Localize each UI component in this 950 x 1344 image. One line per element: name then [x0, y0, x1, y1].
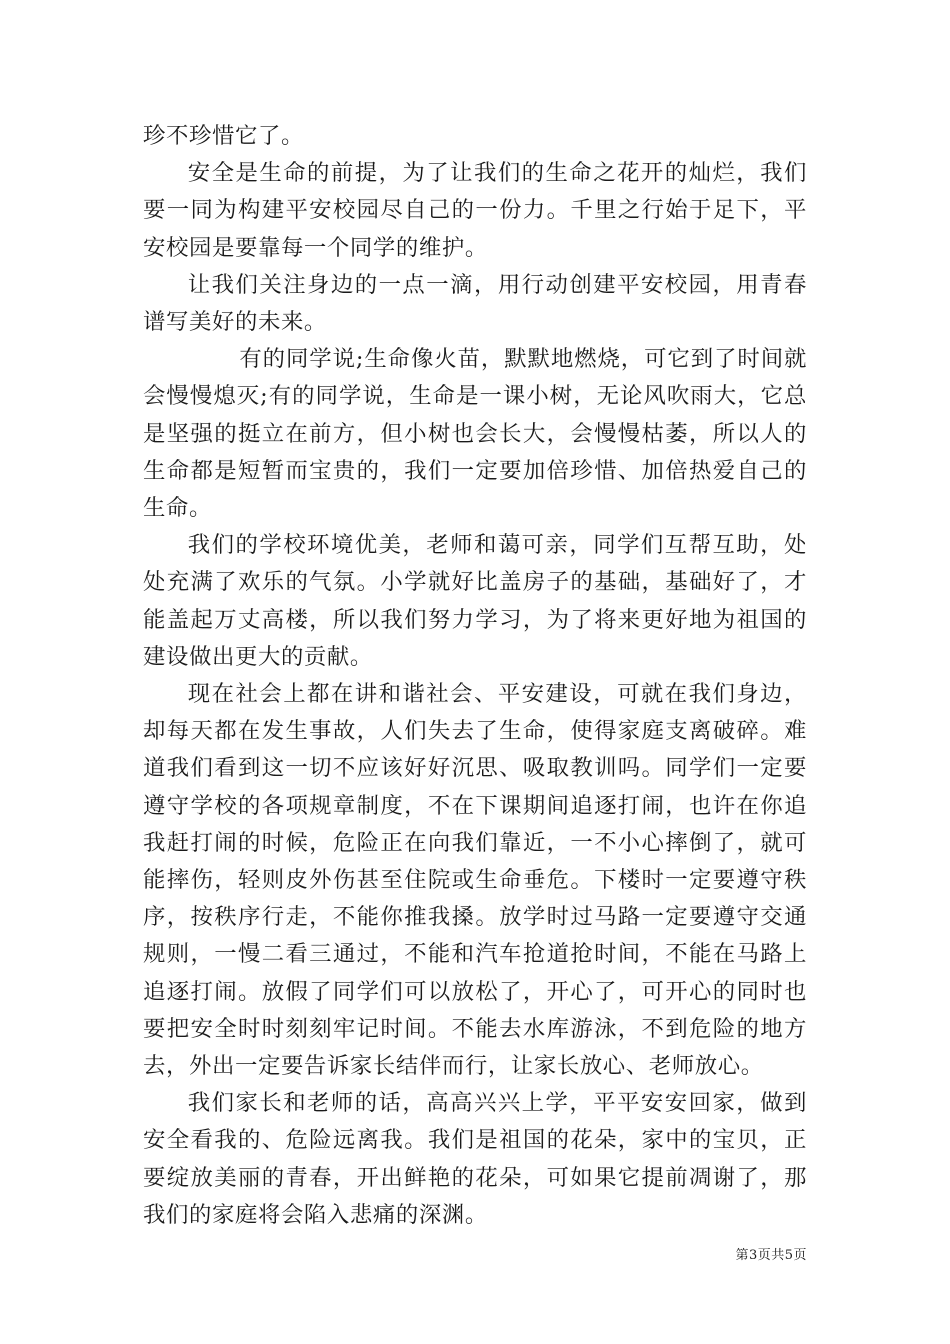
paragraph-conclusion: 我们家长和老师的话，高高兴兴上学，平平安安回家，做到安全看我的、危险远离我。我们是祖国的花朵，家中的宝贝，正要绽放美丽的青春，开出鲜艳的花朵，可如果它提前凋谢了，那我们的家庭将会陷入悲痛的深渊。	[143, 1090, 807, 1228]
document-body	[143, 118, 807, 1234]
paragraph-safety-premise: 安全是生命的前提，为了让我们的生命之花开的灿烂，我们要一同为构建平安校园尽自己的一份力。千里之行始于足下，平安校园是要靠每一个同学的维护。	[143, 160, 807, 261]
page-number: 第3页共5页	[735, 1248, 807, 1263]
paragraph-life-metaphor: 有的同学说;生命像火苗，默默地燃烧，可它到了时间就会慢慢熄灭;有的同学说，生命是一课小树，无论风吹雨大，它总是坚强的挺立在前方，但小树也会长大，会慢慢枯萎，所以人的生命都是短暂而宝贵的，我们一定要加倍珍惜、加倍热爱自己的生命。	[143, 346, 807, 522]
paragraph-school-environment: 我们的学校环境优美，老师和蔼可亲，同学们互帮互助，处处充满了欢乐的气氛。小学就好比盖房子的基础，基础好了，才能盖起万丈高楼，所以我们努力学习，为了将来更好地为祖国的建设做出更大的贡献。	[143, 532, 807, 670]
paragraph-safety-rules: 现在社会上都在讲和谐社会、平安建设，可就在我们身边，却每天都在发生事故，人们失去了生命，使得家庭支离破碎。难道我们看到这一切不应该好好沉思、吸取教训吗。同学们一定要遵守学校的各项规章制度，不在下课期间追逐打闹，也许在你追我赶打闹的时候，危险正在向我们靠近，一不小心摔倒了，就可能摔伤，轻则皮外伤甚至住院或生命垂危。下楼时一定要遵守秩序，按秩序行走，不能你推我搡。放学时过马路一定要遵守交通规则，一慢二看三通过，不能和汽车抢道抢时间，不能在马路上追逐打闹。放假了同学们可以放松了，开心了，可开心的同时也要把安全时时刻刻牢记时间。不能去水库游泳，不到危险的地方去，外出一定要告诉家长结伴而行，让家长放心、老师放心。	[143, 681, 807, 1080]
paragraph-continuation: 珍不珍惜它了。	[143, 123, 304, 149]
paragraph-care-details: 让我们关注身边的一点一滴，用行动创建平安校园，用青春谱写美好的未来。	[143, 271, 807, 336]
